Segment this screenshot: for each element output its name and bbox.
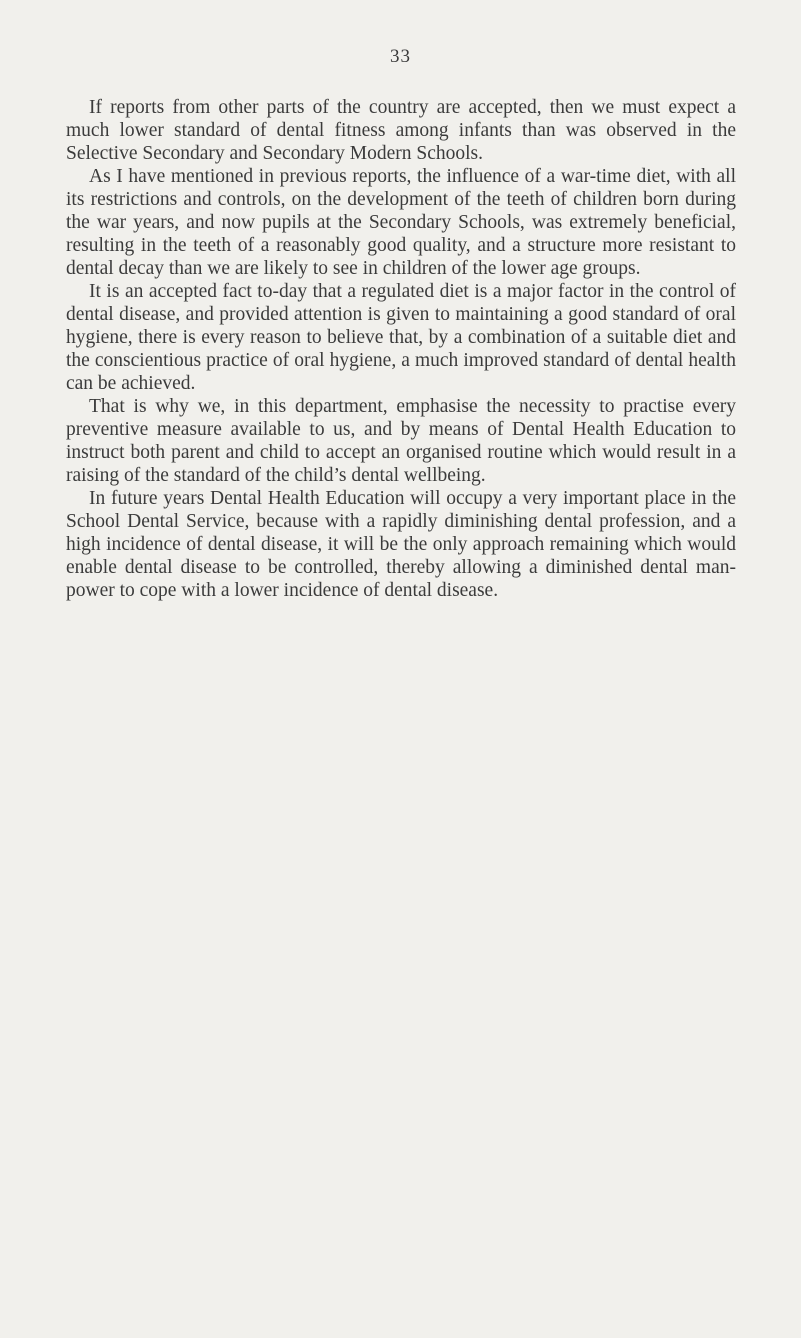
paragraph-5: In future years Dental Health Education will occupy a very important place in the School Dental Service, because with a rapidly diminishing dental profession, and a high incidence of dental disease, it will be the only approach remaining which would enable dental disease to be controlled, thereby allowing a diminished dental manpower to cope with a lower incidence of dental disease. (66, 488, 736, 601)
paragraph-2: As I have mentioned in previous reports, the influence of a war-time diet, with all its restrictions and controls, on the development of the teeth of children born during the war years, and now pupils at the Secondary Schools, was extremely beneficial, resulting in the teeth of a reasonably good quality, and a structure more resistant to dental decay than we are likely to see in children of the lower age groups. (66, 166, 736, 279)
paragraph-3: It is an accepted fact to-day that a regulated diet is a major factor in the control of dental disease, and provided attention is given to maintaining a good standard of oral hygiene, there is every reason to believe that, by a combination of a suitable diet and the conscientious practice of oral hygiene, a much improved standard of dental health can be achieved. (66, 281, 736, 394)
paragraph-1: If reports from other parts of the country are accepted, then we must expect a much lower standard of dental fitness among infants than was observed in the Selective Secondary and Secondary Modern Schools. (66, 97, 736, 164)
body-text (66, 96, 736, 602)
page-number: 33 (390, 46, 411, 67)
paragraph-4: That is why we, in this department, emphasise the necessity to practise every preventive measure available to us, and by means of Dental Health Education to instruct both parent and child to accept an organised routine which would result in a raising of the standard of the child’s dental wellbeing. (66, 396, 736, 486)
